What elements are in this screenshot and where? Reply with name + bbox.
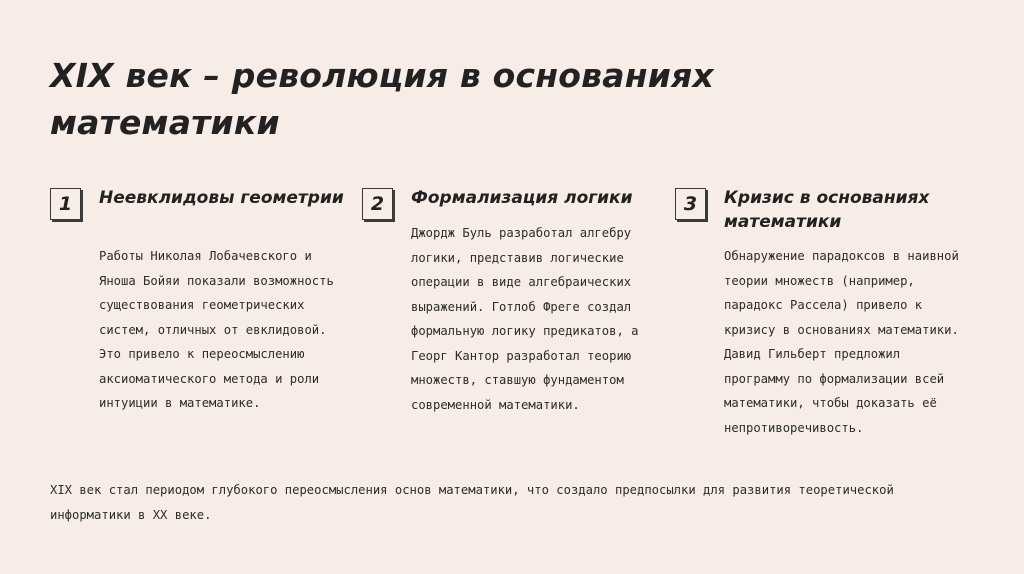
card-number-badge: 3: [675, 188, 706, 220]
card-body: Работы Николая Лобачевского и Яноша Бойяи показали возможность существования геометрических систем, отличных от евклидовой. Это привело к переосмыслению аксиоматического метода и роли интуиции в математике.: [99, 249, 334, 410]
slide-title: XIX век – революция в основаниях математики: [50, 56, 714, 142]
card-title: Формализация логики: [411, 188, 633, 208]
card-number-badge: 2: [362, 188, 393, 220]
card-title: Неевклидовы геометрии: [99, 188, 344, 208]
card-number-badge: 1: [50, 188, 81, 220]
summary-text: XIX век стал периодом глубокого переосмысления основ математики, что создало предпосылки для развития теоретической информатики в XX веке.: [50, 483, 894, 522]
card-body: Обнаружение парадоксов в наивной теории множеств (например, парадокс Рассела) привело к кризису в основаниях математики. Давид Гильберт предложил программу по формализации всей математики, чтобы доказать её непротиворечивость.: [724, 249, 959, 435]
card-title: Кризис в основаниях математики: [724, 188, 930, 232]
card-body: Джордж Буль разработал алгебру логики, представив логические операции в виде алгебраических выражений. Готлоб Фреге создал формальную логику предикатов, а Георг Кантор разработал теорию множеств, ставшую фундаментом современной математики.: [411, 226, 639, 412]
